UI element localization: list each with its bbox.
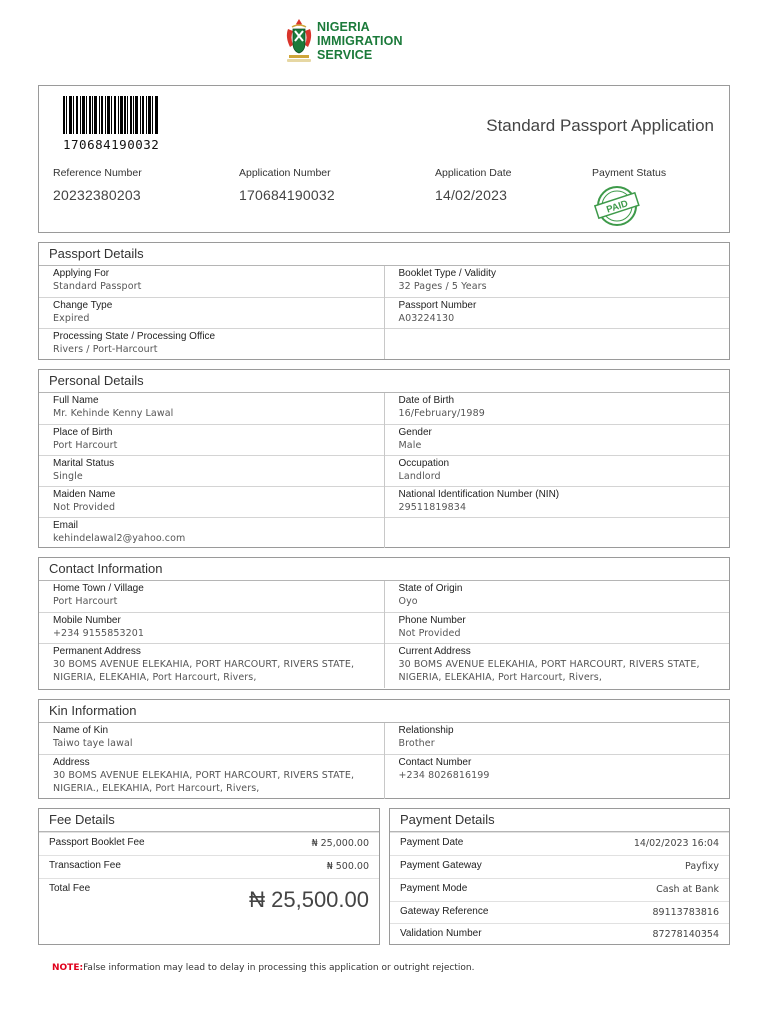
maiden-name-field (39, 486, 384, 517)
row-label: Payment Mode (400, 883, 468, 894)
field-value: Mr. Kehinde Kenny Lawal (53, 408, 174, 419)
field-label: Place of Birth (53, 426, 113, 438)
total-fee-label: Total Fee (49, 883, 91, 894)
passport-number-field (384, 297, 729, 328)
processing-office-field (39, 328, 384, 359)
row-label: Gateway Reference (400, 906, 489, 917)
row-value: 89113783816 (652, 907, 719, 918)
row-label: Validation Number (400, 928, 482, 939)
personal-details-title: Personal Details (39, 370, 729, 393)
field-label: Current Address (398, 645, 471, 657)
field-label: Maiden Name (53, 488, 116, 500)
paid-stamp-text: PAID (605, 198, 630, 216)
total-fee-row (39, 878, 379, 944)
transaction-fee-row (39, 855, 379, 878)
personal-details-section (38, 369, 730, 548)
kin-address-field (39, 754, 384, 799)
field-value: 32 Pages / 5 Years (398, 281, 487, 292)
occupation-field (384, 455, 729, 486)
field-value: Port Harcourt (53, 439, 118, 451)
field-label: Marital Status (53, 457, 115, 469)
application-header (38, 85, 730, 233)
fee-details-title: Fee Details (39, 809, 379, 832)
field-value: 30 BOMS AVENUE ELEKAHIA, PORT HARCOURT, RIVERS STATE, NIGERIA, ELEKAHIA, Port Harcourt, Rivers, (398, 658, 700, 683)
field-value: Standard Passport (53, 281, 142, 292)
contact-information-title: Contact Information (39, 558, 729, 581)
application-number-label: Application Number (239, 167, 331, 179)
field-label: Occupation (398, 457, 450, 469)
barcode-icon (63, 96, 158, 134)
reference-number-label: Reference Number (53, 167, 142, 179)
relationship-field (384, 723, 729, 754)
payment-date-row (390, 832, 729, 855)
field-value: 29511819834 (398, 501, 467, 513)
field-label: Passport Number (398, 299, 477, 311)
payment-gateway-row (390, 855, 729, 878)
mobile-number-field (39, 612, 384, 643)
place-of-birth-field (39, 424, 384, 455)
field-value: Not Provided (53, 501, 116, 513)
field-label: National Identification Number (NIN) (398, 488, 560, 500)
current-address-field (384, 643, 729, 688)
field-label: Name of Kin (53, 725, 109, 736)
contact-information-section (38, 557, 730, 690)
field-label: Mobile Number (53, 614, 121, 626)
barcode-number: 170684190032 (63, 137, 160, 152)
booklet-type-field (384, 266, 729, 297)
field-label: Change Type (53, 299, 113, 311)
full-name-field (39, 393, 384, 424)
passport-details-section (38, 242, 730, 360)
total-fee-value: ₦ 25,500.00 (249, 887, 369, 912)
field-label: Home Town / Village (53, 583, 144, 594)
application-date-value: 14/02/2023 (435, 187, 508, 203)
empty-cell (384, 517, 729, 548)
field-label: Processing State / Processing Office (53, 330, 216, 342)
coat-of-arms-icon (284, 17, 314, 65)
payment-status-label: Payment Status (592, 167, 667, 179)
validation-number-row (390, 923, 729, 945)
field-value: 30 BOMS AVENUE ELEKAHIA, PORT HARCOURT, RIVERS STATE, NIGERIA, ELEKAHIA, Port Harcourt, Rivers, (53, 658, 355, 683)
disclaimer-note (52, 963, 474, 973)
row-value: 14/02/2023 16:04 (633, 838, 719, 849)
field-value: Brother (398, 738, 435, 749)
row-value: 87278140354 (652, 929, 719, 940)
gateway-reference-row (390, 901, 729, 923)
field-label: State of Origin (398, 583, 463, 594)
email-field (39, 517, 384, 548)
row-label: Payment Date (400, 837, 464, 848)
application-date-label: Application Date (435, 167, 512, 179)
permanent-address-field (39, 643, 384, 688)
reference-number-value: 20232380203 (53, 187, 141, 203)
row-value: Payfixy (685, 861, 719, 872)
field-label: Contact Number (398, 756, 472, 768)
marital-status-field (39, 455, 384, 486)
passport-details-title: Passport Details (39, 243, 729, 266)
field-value: kehindelawal2@yahoo.com (53, 532, 186, 544)
field-value: 16/February/1989 (398, 408, 485, 419)
field-label: Applying For (53, 268, 110, 279)
field-value: +234 9155853201 (53, 627, 145, 639)
field-label: Phone Number (398, 614, 466, 626)
kin-information-section (38, 699, 730, 799)
agency-name-line2: IMMIGRATION (317, 34, 403, 48)
fee-details-section (38, 808, 380, 945)
paid-stamp-icon (592, 184, 642, 228)
note-text: False information may lead to delay in processing this application or outright rejection. (83, 963, 475, 973)
row-label: Payment Gateway (400, 860, 482, 871)
empty-cell (384, 328, 729, 359)
field-value: Male (398, 439, 422, 451)
note-prefix: NOTE: (52, 963, 84, 973)
field-label: Booklet Type / Validity (398, 268, 496, 279)
application-title: Standard Passport Application (486, 116, 714, 135)
field-label: Date of Birth (398, 395, 455, 406)
field-value: Taiwo taye lawal (53, 738, 133, 749)
field-value: Oyo (398, 596, 418, 607)
row-value: Cash at Bank (656, 884, 719, 895)
field-value: Not Provided (398, 627, 461, 639)
field-value: Single (53, 470, 83, 482)
field-value: A03224130 (398, 312, 455, 324)
change-type-field (39, 297, 384, 328)
agency-name-line3: SERVICE (317, 48, 373, 62)
row-value: ₦ 25,000.00 (311, 838, 369, 849)
applying-for-field (39, 266, 384, 297)
field-label: Email (53, 519, 79, 531)
nin-field (384, 486, 729, 517)
kin-contact-number-field (384, 754, 729, 799)
field-value: Expired (53, 312, 90, 324)
row-label: Transaction Fee (49, 860, 121, 871)
field-value: +234 8026816199 (398, 769, 490, 781)
field-value: Landlord (398, 470, 441, 482)
field-label: Address (53, 756, 90, 768)
application-number-value: 170684190032 (239, 187, 335, 203)
payment-details-title: Payment Details (390, 809, 729, 832)
passport-booklet-fee-row (39, 832, 379, 855)
payment-details-section (389, 808, 730, 945)
field-label: Permanent Address (53, 645, 141, 657)
agency-name-line1: NIGERIA (317, 20, 370, 34)
nis-logo (284, 17, 424, 65)
gender-field (384, 424, 729, 455)
state-of-origin-field (384, 581, 729, 612)
kin-information-title: Kin Information (39, 700, 729, 723)
date-of-birth-field (384, 393, 729, 424)
field-value: 30 BOMS AVENUE ELEKAHIA, PORT HARCOURT, RIVERS STATE, NIGERIA., ELEKAHIA, Port Harcourt, Rivers, (53, 769, 355, 794)
row-label: Passport Booklet Fee (49, 837, 145, 848)
home-town-field (39, 581, 384, 612)
kin-name-field (39, 723, 384, 754)
field-label: Relationship (398, 725, 454, 736)
field-value: Rivers / Port-Harcourt (53, 343, 158, 355)
agency-name (317, 20, 403, 62)
field-value: Port Harcourt (53, 596, 118, 607)
phone-number-field (384, 612, 729, 643)
payment-mode-row (390, 878, 729, 901)
row-value: ₦ 500.00 (326, 861, 369, 872)
field-label: Gender (398, 426, 432, 438)
field-label: Full Name (53, 395, 99, 406)
